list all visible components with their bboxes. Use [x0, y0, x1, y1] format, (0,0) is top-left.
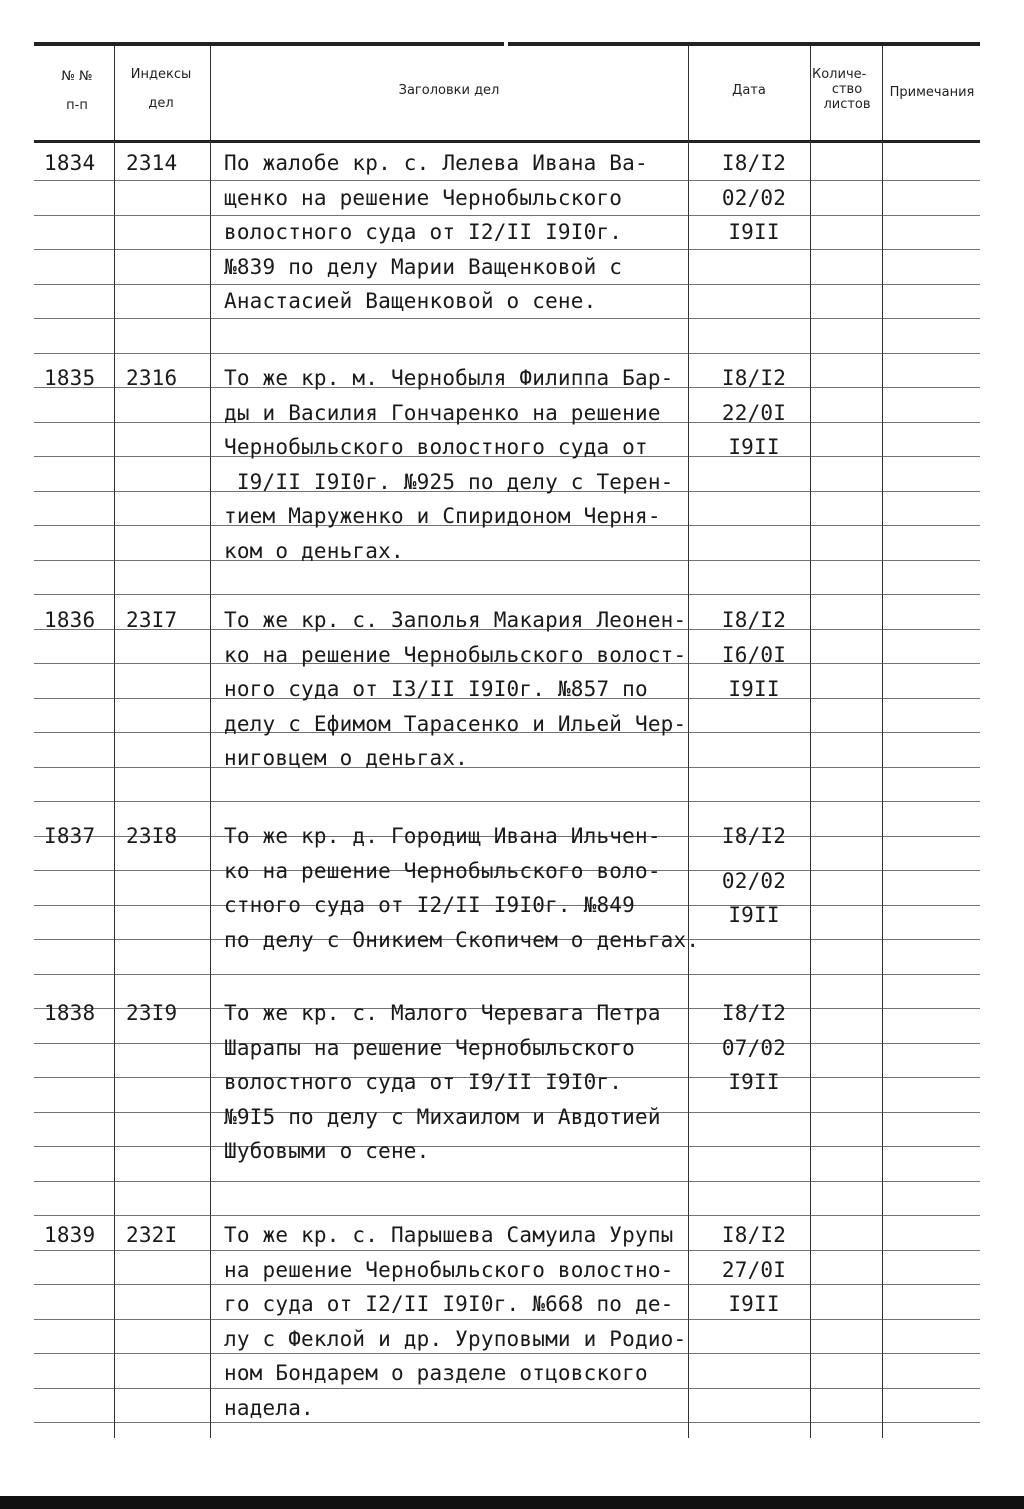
ruled-line	[34, 1215, 980, 1216]
entry-date	[703, 146, 805, 250]
title-line: Анастасией Ващенковой о сене.	[224, 289, 597, 313]
entry-number: 1835	[44, 366, 96, 390]
entry-date	[703, 819, 805, 933]
date-line: I8/I2	[721, 824, 787, 848]
date-line: I9II	[728, 677, 780, 701]
top-border	[34, 42, 504, 46]
header-date: Дата	[732, 83, 766, 98]
entry-date	[703, 996, 805, 1100]
date-line: I9II	[728, 1070, 780, 1094]
entry-number: 1836	[44, 608, 96, 632]
entry-number: 1838	[44, 1001, 96, 1025]
entry-index: 23I7	[126, 608, 178, 632]
entry-index: 2314	[126, 151, 178, 175]
bottom-border	[0, 1496, 1024, 1509]
title-line: стного суда от I2/II I9I0г. №849	[224, 893, 635, 917]
ruled-line	[34, 353, 980, 354]
date-line: I9II	[728, 220, 780, 244]
date-line: 07/02	[721, 1035, 787, 1060]
title-line: Чернобыльского волостного суда от	[224, 435, 648, 459]
date-line: I6/0I	[721, 642, 787, 667]
entry-index: 23I8	[126, 824, 178, 848]
title-line: волостного суда от I2/II I9I0г.	[224, 220, 623, 244]
title-line: ко на решение Чернобыльского волост-	[224, 642, 687, 667]
entry-title	[224, 819, 700, 957]
top-border-right	[508, 42, 980, 46]
date-line: 02/02	[721, 868, 787, 893]
title-line: го суда от I2/II I9I0г. №668 по де-	[224, 1292, 674, 1316]
entry-title	[224, 1218, 694, 1425]
entry-number: I837	[44, 824, 96, 848]
header-index: Индексы дел	[130, 67, 192, 111]
title-line: надела.	[224, 1395, 314, 1420]
title-line: ды и Василия Гончаренко на решение	[224, 400, 661, 425]
title-line: То же кр. с. Заполья Макария Леонен-	[224, 608, 687, 632]
title-line: на решение Чернобыльского волостно-	[224, 1257, 674, 1282]
title-line: ном Бондарем о разделе отцовского	[224, 1361, 648, 1385]
entry-title	[224, 603, 694, 776]
header-rule	[34, 140, 980, 143]
title-line: То же кр. с. Парышева Самуила Урупы	[224, 1223, 674, 1247]
column-line	[882, 46, 883, 1438]
date-line: I8/I2	[721, 1001, 787, 1025]
title-line: волостного суда от I9/II I9I0г.	[224, 1070, 623, 1094]
entry-index: 23I9	[126, 1001, 178, 1025]
entry-index: 2316	[126, 366, 178, 390]
ruled-line	[34, 594, 980, 595]
entry-date	[703, 603, 805, 707]
column-line	[114, 46, 115, 1438]
date-line: I8/I2	[721, 608, 787, 632]
title-line: ком о деньгах.	[224, 538, 404, 563]
date-line: 27/0I	[721, 1257, 787, 1282]
column-line	[810, 46, 811, 1438]
header-sheets: Количе- ство листов	[812, 67, 871, 112]
date-line: 02/02	[721, 185, 787, 210]
title-line: №9I5 по делу с Михаилом и Авдотией	[224, 1104, 661, 1129]
ruled-line	[34, 801, 980, 802]
date-line: I8/I2	[721, 151, 787, 175]
header-notes: Примечания	[889, 85, 975, 100]
title-line: ного суда от I3/II I9I0г. №857 по	[224, 677, 648, 701]
date-line: I8/I2	[721, 366, 787, 390]
date-line: 22/0I	[721, 400, 787, 425]
title-line: щенко на решение Чернобыльского	[224, 185, 623, 210]
title-line: тием Маруженко и Спиридоном Черня-	[224, 504, 661, 528]
title-line: лу с Феклой и др. Уруповыми и Родио-	[224, 1326, 687, 1351]
header-title: Заголовки дел	[398, 83, 500, 98]
ruled-line	[34, 974, 980, 975]
entry-number: 1834	[44, 151, 96, 175]
title-line: по делу с Оникием Скопичем о деньгах.	[224, 927, 700, 952]
title-line: То же кр. с. Малого Черевага Петра	[224, 1001, 661, 1025]
entry-date	[703, 361, 805, 465]
title-line: №839 по делу Марии Ващенковой с	[224, 254, 623, 279]
title-line: По жалобе кр. с. Лелева Ивана Ва-	[224, 151, 648, 175]
title-line: ко на решение Чернобыльского воло-	[224, 858, 661, 883]
entry-number: 1839	[44, 1223, 96, 1247]
entry-date	[703, 1218, 805, 1322]
title-line: То же кр. м. Чернобыля Филиппа Бар-	[224, 366, 674, 390]
date-line: I9II	[728, 1292, 780, 1316]
title-line: Шарапы на решение Чернобыльского	[224, 1035, 635, 1060]
entry-title	[224, 361, 694, 568]
ruled-line	[34, 1181, 980, 1182]
date-line: I9II	[728, 435, 780, 459]
entry-title	[224, 996, 694, 1169]
title-line: ниговцем о деньгах.	[224, 746, 469, 770]
date-line: I9II	[728, 903, 780, 927]
header-num: № № п-п	[61, 69, 93, 113]
entry-title	[224, 146, 694, 319]
date-line: I8/I2	[721, 1223, 787, 1247]
entry-index: 232I	[126, 1223, 178, 1247]
title-line: I9/II I9I0г. №925 по делу с Терен-	[224, 469, 674, 494]
title-line: делу с Ефимом Тарасенко и Ильей Чер-	[224, 711, 687, 736]
title-line: Шубовыми о сене.	[224, 1139, 430, 1163]
title-line: То же кр. д. Городищ Ивана Ильчен-	[224, 824, 661, 848]
column-line	[210, 46, 211, 1438]
